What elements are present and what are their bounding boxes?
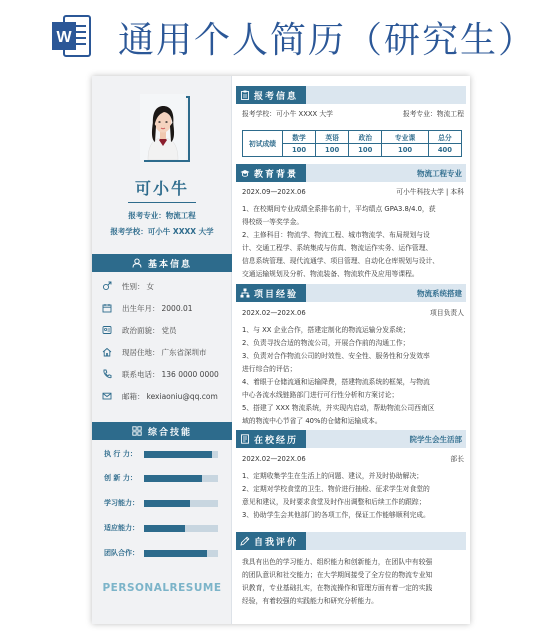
info-label: 邮箱：	[122, 391, 145, 401]
document-header	[0, 0, 560, 66]
self-eval-title: 自我评价	[254, 537, 299, 548]
education-body	[242, 186, 464, 281]
svg-text:W: W	[56, 29, 72, 46]
target-school: 报考学校：可小牛 XXXX 大学	[110, 227, 214, 236]
graduation-cap-icon	[240, 168, 250, 178]
resume-page	[92, 76, 470, 624]
info-value: kexiaoniu@qq.com	[146, 391, 218, 401]
self-eval-body	[242, 556, 464, 608]
info-value: 广东省深圳市	[161, 347, 207, 357]
skill-adaptability	[104, 522, 226, 534]
project-role: 项目负责人	[430, 309, 464, 317]
campus-role: 部长	[450, 455, 464, 463]
score-value: 100	[316, 144, 349, 157]
skill-fill	[144, 451, 212, 458]
hierarchy-icon	[240, 288, 250, 298]
skill-fill	[144, 475, 202, 482]
score-table	[242, 130, 462, 157]
campus-heading	[236, 430, 466, 448]
score-header: 英语	[316, 131, 349, 144]
project-line: 中心各流水线链路部门进行可行性分析和方案讨论；	[242, 391, 399, 399]
score-value: 100	[382, 144, 429, 157]
mail-icon	[102, 391, 112, 401]
self-eval-heading	[236, 532, 466, 550]
skill-execution	[104, 448, 226, 460]
section-title	[236, 284, 306, 302]
candidate-name: 可小牛	[134, 179, 189, 198]
skill-label: 学习能力：	[104, 499, 139, 507]
info-phone	[102, 367, 230, 381]
home-icon	[102, 347, 112, 357]
education-line: 信息系统管理、现代流通学、项目管理、自动化仓库规划与设计、	[242, 257, 440, 265]
education-line: 2、主修科目：物流学、物流工程、城市物流学、布局规划与设	[242, 231, 430, 239]
skill-learning	[104, 497, 226, 509]
score-header: 总分	[428, 131, 461, 144]
project-line: 3、负责对合作物流公司的时效性、安全性、服务性和分发效率	[242, 352, 430, 360]
exam-info-heading	[236, 86, 466, 104]
education-heading	[236, 164, 466, 182]
self-eval-line: 经验，有着较强的实践能力和研究分析能力。	[242, 597, 378, 605]
project-line: 2、负责寻找合适的物流公司，开展合作前的沟通工作；	[242, 339, 410, 347]
brand-text: PERSONALRESUME	[102, 582, 222, 594]
phone-icon	[102, 369, 112, 379]
project-line: 5、搭建了 XXX 物流系统，并实现内启动，帮助物流公司西南区	[242, 404, 435, 412]
score-header: 数学	[283, 131, 316, 144]
campus-line: 3、协助学生会其他部门的各项工作，保证工作能够顺利完成。	[242, 511, 430, 519]
left-sidebar	[92, 76, 232, 624]
campus-tag: 院学生会生活部	[306, 430, 466, 448]
campus-line: 1、定期收集学生在生活上的问题、建议，并及时协助解决；	[242, 472, 424, 480]
skill-bar	[144, 475, 218, 482]
project-tag: 物流系统搭建	[306, 284, 466, 302]
exam-school: 报考学校：可小牛 XXXX 大学	[242, 110, 333, 118]
project-period: 202X.02—202X.06	[242, 309, 306, 317]
section-title	[236, 86, 306, 104]
main-content	[232, 76, 470, 624]
info-label: 出生年月：	[122, 303, 160, 313]
project-heading	[236, 284, 466, 302]
skill-fill	[144, 500, 190, 507]
skills-heading	[92, 422, 232, 440]
photo-frame	[140, 94, 186, 162]
skill-innovation	[104, 472, 226, 484]
education-period: 202X.09—202X.06	[242, 188, 306, 196]
score-value: 400	[428, 144, 461, 157]
info-gender	[102, 279, 230, 293]
name-underline	[128, 202, 196, 203]
avatar	[140, 94, 186, 160]
info-value: 2000.01	[161, 303, 193, 313]
project-line: 域的物流中心节省了 40%的仓储和运输成本。	[242, 417, 382, 425]
info-value: 女	[146, 281, 154, 291]
campus-line: 2、定期对学校食堂的卫生、物价进行抽检、征求学生对食堂的	[242, 485, 430, 493]
campus-line: 意见和建议，及时要求食堂及时作出调整和后续工作的跟踪；	[242, 498, 426, 506]
score-row-label: 初试成绩	[243, 131, 283, 157]
skill-bar	[144, 500, 218, 507]
education-line: 1、在校期间专业成绩全系排名前十，平均绩点 GPA3.8/4.0，获	[242, 205, 436, 213]
project-title: 项目经验	[254, 289, 299, 300]
badge-icon	[102, 325, 112, 335]
education-line: 得校级一等奖学金。	[242, 218, 304, 226]
campus-body	[242, 453, 464, 522]
skill-label: 适应能力：	[104, 524, 139, 532]
education-org: 可小牛科技大学 | 本科	[396, 188, 464, 196]
education-tag: 物流工程专业	[306, 164, 466, 182]
gender-icon	[102, 281, 112, 291]
education-title: 教育背景	[254, 169, 299, 180]
pen-icon	[240, 536, 250, 546]
campus-period: 202X.02—202X.06	[242, 455, 306, 463]
project-line: 4、着眼于仓储流通和运输降费，搭建物流系统的框架，与物流	[242, 378, 430, 386]
skill-fill	[144, 550, 207, 557]
info-value: 党员	[161, 325, 177, 335]
skill-label: 执 行 力：	[104, 450, 137, 458]
word-icon	[52, 14, 92, 58]
exam-info-line	[242, 108, 464, 121]
calendar-icon	[102, 303, 112, 313]
score-value: 100	[283, 144, 316, 157]
section-title	[236, 532, 306, 550]
info-label: 性别：	[122, 281, 145, 291]
info-email	[102, 389, 230, 403]
page-title: 通用个人简历（研究生）	[118, 20, 537, 61]
score-header: 政治	[349, 131, 382, 144]
score-header: 专业课	[382, 131, 429, 144]
self-eval-line: 我具有出色的学习能力、组织能力和创新能力，在团队中有较强	[242, 558, 433, 566]
skill-bar	[144, 550, 218, 557]
info-label: 联系电话：	[122, 369, 160, 379]
project-body	[242, 307, 464, 428]
info-birth	[102, 301, 230, 315]
skill-label: 团队合作：	[104, 549, 139, 557]
project-line: 进行综合的评估；	[242, 365, 297, 373]
skill-fill	[144, 525, 185, 532]
basic-info-heading	[92, 254, 232, 272]
info-political	[102, 323, 230, 337]
exam-major: 报考专业：物流工程	[402, 110, 464, 118]
exam-info-title: 报考信息	[254, 91, 299, 102]
target-major: 报考专业：物流工程	[128, 211, 196, 220]
project-line: 1、与 XX 企业合作，搭建定制化的物流运输分发系统；	[242, 326, 410, 334]
grid-icon	[132, 426, 142, 436]
skill-bar	[144, 451, 218, 458]
user-icon	[132, 258, 142, 268]
section-title	[236, 430, 306, 448]
basic-info-title: 基本信息	[147, 259, 192, 270]
self-eval-line: 的团队意识和社交能力；在大学期间接受了全方位的物流专业知	[242, 571, 433, 579]
campus-title: 在校经历	[254, 435, 299, 446]
skill-bar	[144, 525, 218, 532]
info-residence	[102, 345, 230, 359]
skill-label: 创 新 力：	[104, 474, 137, 482]
skill-teamwork	[104, 547, 226, 559]
info-label: 政治面貌：	[122, 325, 160, 335]
section-title	[236, 164, 306, 182]
info-value: 136 0000 0000	[161, 369, 219, 379]
skills-title: 综合技能	[147, 427, 192, 438]
document-icon	[240, 434, 250, 444]
score-value: 100	[349, 144, 382, 157]
self-eval-line: 识教育，专业基础扎实，在物流操作和管理方面有着一定的实践	[242, 584, 433, 592]
education-line: 交通运输规划及分析、物流装备、物流软件及应用等课程。	[242, 270, 419, 278]
section-bar	[306, 86, 466, 104]
education-line: 计、交通工程学、系统集成与仿真、物流运作实务、运作管理、	[242, 244, 433, 252]
info-label: 现居住地：	[122, 347, 160, 357]
clipboard-icon	[240, 90, 250, 100]
section-bar	[306, 532, 466, 550]
